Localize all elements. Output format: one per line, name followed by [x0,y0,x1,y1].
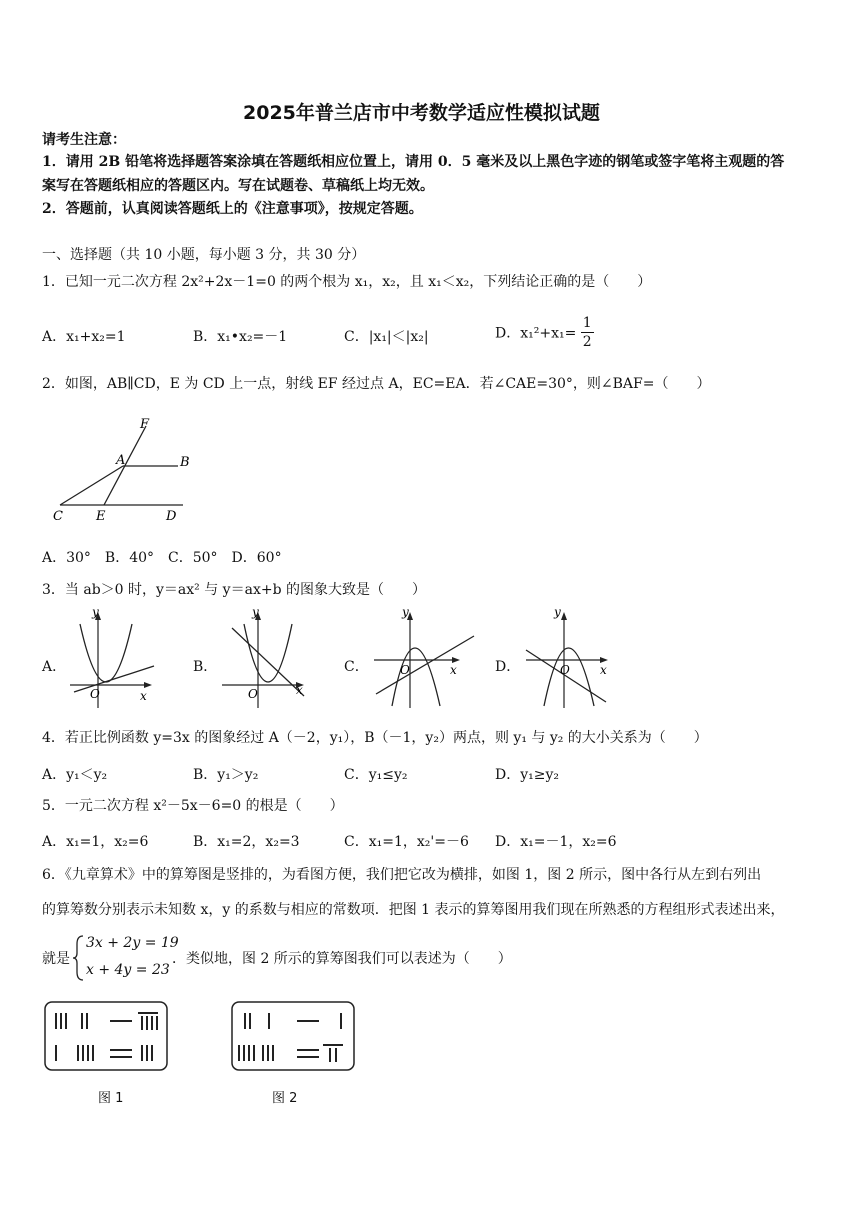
figure-2-caption: 图 2 [272,1091,298,1106]
fraction [581,314,594,351]
q4-option-b[interactable]: B．y₁＞y₂ [193,767,259,783]
q3-graph-d [522,605,632,710]
svg-text:x: x [600,663,607,677]
q3-graph-c [370,605,480,710]
svg-text:y: y [554,605,561,619]
figure-1-caption: 图 1 [98,1091,124,1106]
q3-stem: 3．当 ab＞0 时，y＝ax² 与 y＝ax+b 的图象大致是（ ） [42,582,426,598]
svg-text:y: y [92,605,99,619]
q5-option-c[interactable]: C．x₁=1，x₂'=－6 [344,834,469,850]
q3-option-a-label[interactable]: A． [42,659,67,675]
q1-option-a[interactable]: A．x₁+x₂=1 [42,329,126,345]
q2-figure [48,408,218,528]
notice-line-1: 1．请用 2B 铅笔将选择题答案涂填在答题纸相应位置上，请用 0．5 毫米及以上黑色字迹的钢笔或签字笔将主观题的答 [42,154,785,170]
q4-option-c[interactable]: C．y₁≤y₂ [344,767,408,783]
q3-option-d-label[interactable]: D． [495,659,521,675]
q6-line-3-prefix: 就是 [42,951,70,967]
q3-option-c-label[interactable]: C． [344,659,369,675]
svg-text:y: y [402,605,409,619]
q5-stem: 5．一元二次方程 x²－5x－6=0 的根是（ ） [42,798,344,814]
fraction-numerator: 1 [582,315,592,331]
svg-text:O: O [248,687,258,701]
label-d: D [166,509,177,524]
q3-graph-b [218,605,318,710]
q1-stem: 1．已知一元二次方程 2x²+2x－1=0 的两个根为 x₁，x₂，且 x₁＜x₂，下列结论正确的是（ ） [42,274,652,290]
q2-stem: 2．如图，AB∥CD，E 为 CD 上一点，射线 EF 经过点 A，EC=EA．若∠CAE=30°，则∠BAF=（ ） [42,376,711,392]
label-c: C [53,509,63,524]
counting-rods-figure-1 [42,999,172,1074]
svg-text:O: O [90,687,100,701]
q1-option-d-prefix: D．x₁²+x₁= [495,325,577,342]
notice-line-3: 2．答题前，认真阅读答题纸上的《注意事项》，按规定答题。 [42,201,423,217]
q5-option-d[interactable]: D．x₁=－1，x₂=6 [495,834,617,850]
label-a: A [116,453,126,468]
fraction-denominator: 2 [582,334,592,350]
q2-options[interactable]: A．30° B．40° C．50° D．60° [42,550,282,566]
q6-line-2: 的算筹数分别表示未知数 x，y 的系数与相应的常数项．把图 1 表示的算筹图用我们现在所熟悉的方程组形式表述出来， [42,902,785,918]
svg-text:x: x [450,663,457,677]
notice-heading: 请考生注意： [42,132,126,148]
label-e: E [96,509,106,524]
equation-1: 3x + 2y = 19 [86,935,179,951]
svg-text:y: y [252,605,259,619]
section-heading: 一、选择题（共 10 小题，每小题 3 分，共 30 分） [42,247,366,263]
q5-option-b[interactable]: B．x₁=2，x₂=3 [193,834,300,850]
q1-option-d[interactable] [495,314,594,351]
q1-option-b[interactable]: B．x₁•x₂=－1 [193,329,288,345]
q5-option-a[interactable]: A．x₁=1，x₂=6 [42,834,149,850]
q3-graph-a [66,605,166,710]
svg-text:O: O [560,663,570,677]
equation-system-brace [72,934,86,982]
label-b: B [180,455,190,470]
svg-text:x: x [140,689,147,703]
q6-line-1: 6．《九章算术》中的算筹图是竖排的，为看图方便，我们把它改为横排，如图 1，图 2 所示，图中各行从左到右列出 [42,867,762,883]
q6-line-3-suffix: ．类似地，图 2 所示的算筹图我们可以表述为（ ） [172,951,512,967]
notice-line-2: 案写在答题纸相应的答题区内。写在试题卷、草稿纸上均无效。 [42,178,434,194]
page-title: 2025年普兰店市中考数学适应性模拟试题 [243,102,600,124]
svg-text:x: x [296,683,303,697]
svg-text:O: O [400,663,410,677]
equation-2: x + 4y = 23 [86,962,170,978]
q4-option-d[interactable]: D．y₁≥y₂ [495,767,559,783]
q1-option-c[interactable]: C．|x₁|＜|x₂| [344,329,429,345]
label-f: F [140,417,150,432]
q4-option-a[interactable]: A．y₁＜y₂ [42,767,108,783]
q4-stem: 4．若正比例函数 y=3x 的图象经过 A（－2，y₁），B（－1，y₂）两点，则 y₁ 与 y₂ 的大小关系为（ ） [42,730,708,746]
q3-option-b-label[interactable]: B． [193,659,218,675]
segment-ca [60,466,123,505]
counting-rods-figure-2 [229,999,359,1074]
